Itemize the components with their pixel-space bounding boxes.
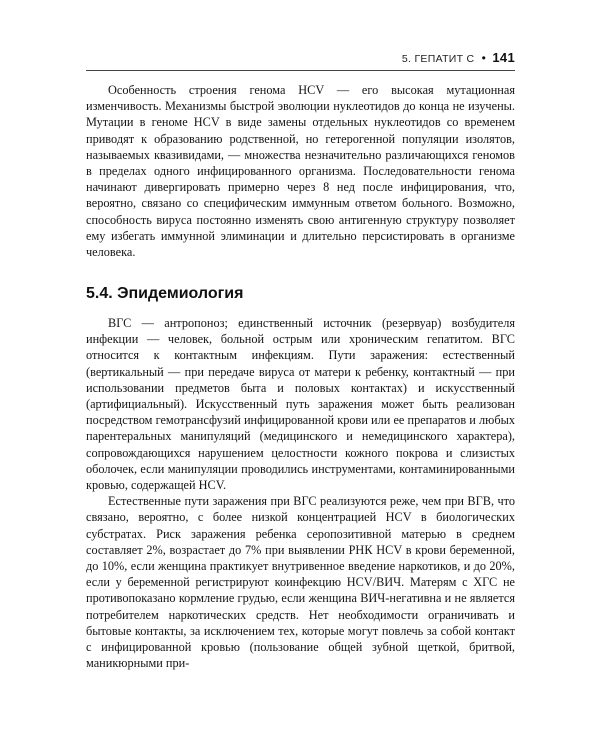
- running-header: [0, 50, 515, 70]
- section-body: [86, 315, 515, 671]
- section-paragraph-2: Естественные пути заражения при ВГС реализуются реже, чем при ВГВ, что связано, вероятно, с более низкой концентрацией HCV в биологических субстратах. Риск заражения ребенка серопозитивной матерью в среднем составляет 2%, возрастает до 7% при выявлении РНК HCV в крови беременной, до 10%, если женщина практикует внутривенное введение наркотиков, и до 20%, если у беременной регистрируют коинфекцию HCV/ВИЧ. Матерям с ХГС не противопоказано кормление грудью, если женщина ВИЧ-негативна и не является потребителем наркотических средств. Нет необходимости ограничивать и бытовые контакты, за исключением тех, которые могут повлечь за собой контакт с инфицированной кровью (пользование общей зубной щеткой, бритвой, маникюрными при-: [86, 494, 515, 671]
- section-heading: 5.4. Эпидемиология: [86, 285, 244, 302]
- intro-paragraph: Особенность строения генома HCV — его высокая мутационная изменчивость. Механизмы быстрой эволюции нуклеотидов до конца не изучены. Мутации в геноме HCV в виде замены отдельных нуклеотидов со временем приводят к образованию родственной, но гетерогенной популяции изолятов, называемых квазивидами, — множества незначительно различающихся геномов в пределах одного инфицированного организма. Последовательности генома начинают дивергировать примерно через 8 нед после инфицирования, что, вероятно, связано со специфическим иммунным ответом больного. Возможно, способность вируса постоянно изменять свою антигенную структуру позволяет ему избегать иммунной элиминации и длительно персистировать в организме человека.: [86, 83, 515, 260]
- section-paragraph-1: ВГС — антропоноз; единственный источник (резервуар) возбудителя инфекции — человек, больной острым или хроническим гепатитом. ВГС относится к контактным инфекциям. Пути заражения: естественный (вертикальный — при передаче вируса от матери к ребенку, контактный — при использовании предметов быта и половых контактах) и искусственный (артифициальный). Искусственный путь заражения может быть реализован посредством гемотрансфузий инфицированной крови или ее препаратов и любых парентеральных манипуляций (медицинского и немедицинского характера), сопровождающихся нарушением целостности кожного покрова и слизистых оболочек, если манипуляции проводились инструментами, контаминированными кровью, содержащей HCV.: [86, 316, 515, 493]
- page-number: 141: [492, 50, 515, 65]
- intro-block: [86, 82, 515, 260]
- header-bullet: •: [481, 51, 487, 65]
- chapter-title: 5. ГЕПАТИТ С: [401, 53, 475, 65]
- header-rule: [86, 70, 515, 71]
